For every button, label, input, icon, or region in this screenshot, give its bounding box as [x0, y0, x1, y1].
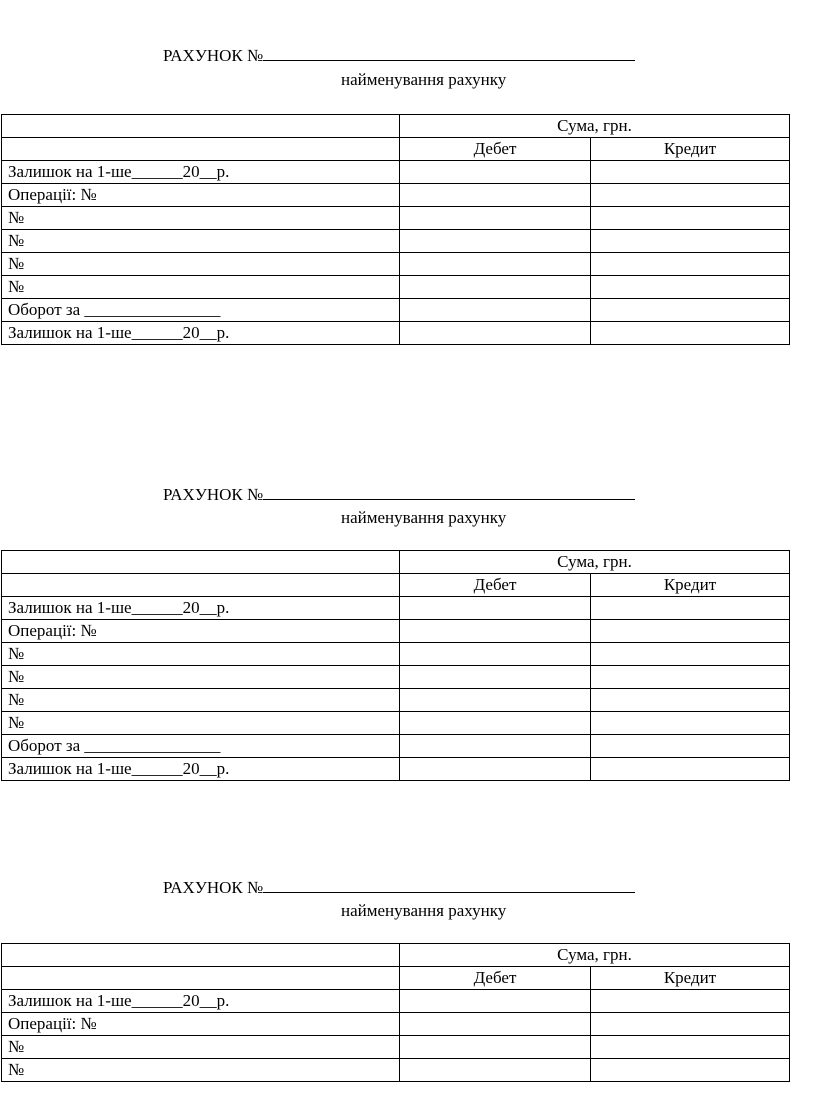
row-label: №	[2, 230, 400, 253]
debit-cell[interactable]	[400, 1059, 591, 1082]
table-row	[2, 184, 790, 207]
credit-cell[interactable]	[591, 689, 790, 712]
credit-cell[interactable]	[591, 207, 790, 230]
header-credit: Кредит	[591, 138, 790, 161]
form-subtitle-3: найменування рахунку	[341, 901, 507, 920]
credit-cell[interactable]	[591, 276, 790, 299]
table-row	[2, 322, 790, 345]
table-row	[2, 597, 790, 620]
debit-cell[interactable]	[400, 643, 591, 666]
header-empty-cell	[2, 967, 400, 990]
header-sum: Сума, грн.	[400, 551, 790, 574]
credit-cell[interactable]	[591, 161, 790, 184]
table-row	[2, 666, 790, 689]
debit-cell[interactable]	[400, 230, 591, 253]
table-row	[2, 735, 790, 758]
table-row	[2, 1036, 790, 1059]
header-debit: Дебет	[400, 574, 591, 597]
account-number-line[interactable]	[263, 484, 635, 500]
row-label: №	[2, 276, 400, 299]
row-label: Оборот за ________________	[2, 735, 400, 758]
debit-cell[interactable]	[400, 184, 591, 207]
table-header-row	[2, 115, 790, 138]
account-table-3	[1, 943, 790, 1082]
row-label: Операції: №	[2, 620, 400, 643]
table-row	[2, 689, 790, 712]
credit-cell[interactable]	[591, 322, 790, 345]
debit-cell[interactable]	[400, 1013, 591, 1036]
header-credit: Кредит	[591, 967, 790, 990]
credit-cell[interactable]	[591, 1013, 790, 1036]
table-row	[2, 643, 790, 666]
credit-cell[interactable]	[591, 299, 790, 322]
form-subtitle-2: найменування рахунку	[341, 508, 507, 527]
debit-cell[interactable]	[400, 735, 591, 758]
credit-cell[interactable]	[591, 758, 790, 781]
table-header-row	[2, 944, 790, 967]
header-empty-cell	[2, 138, 400, 161]
credit-cell[interactable]	[591, 735, 790, 758]
table-row	[2, 1013, 790, 1036]
table-row	[2, 230, 790, 253]
row-label: Залишок на 1-ше______20__р.	[2, 990, 400, 1013]
row-label: №	[2, 689, 400, 712]
debit-cell[interactable]	[400, 990, 591, 1013]
table-header-row	[2, 574, 790, 597]
form-title-3	[163, 877, 635, 898]
debit-cell[interactable]	[400, 666, 591, 689]
table-row	[2, 620, 790, 643]
header-sum: Сума, грн.	[400, 944, 790, 967]
credit-cell[interactable]	[591, 666, 790, 689]
header-debit: Дебет	[400, 138, 591, 161]
header-empty-cell	[2, 574, 400, 597]
row-label: Залишок на 1-ше______20__р.	[2, 322, 400, 345]
table-header-row	[2, 551, 790, 574]
header-credit: Кредит	[591, 574, 790, 597]
credit-cell[interactable]	[591, 712, 790, 735]
row-label: Залишок на 1-ше______20__р.	[2, 758, 400, 781]
row-label: Операції: №	[2, 1013, 400, 1036]
form-title-1	[163, 45, 635, 66]
form-title-2	[163, 484, 635, 505]
header-empty-cell	[2, 551, 400, 574]
credit-cell[interactable]	[591, 643, 790, 666]
credit-cell[interactable]	[591, 990, 790, 1013]
row-label: №	[2, 1036, 400, 1059]
debit-cell[interactable]	[400, 299, 591, 322]
row-label: №	[2, 666, 400, 689]
debit-cell[interactable]	[400, 597, 591, 620]
header-empty-cell	[2, 115, 400, 138]
debit-cell[interactable]	[400, 207, 591, 230]
debit-cell[interactable]	[400, 712, 591, 735]
debit-cell[interactable]	[400, 253, 591, 276]
debit-cell[interactable]	[400, 689, 591, 712]
table-row	[2, 1059, 790, 1082]
row-label: №	[2, 643, 400, 666]
form-title-text: РАХУНОК №	[163, 46, 264, 65]
row-label: Оборот за ________________	[2, 299, 400, 322]
credit-cell[interactable]	[591, 597, 790, 620]
table-row	[2, 276, 790, 299]
row-label: №	[2, 253, 400, 276]
form-title-text: РАХУНОК №	[163, 485, 264, 504]
account-number-line[interactable]	[263, 45, 635, 61]
debit-cell[interactable]	[400, 322, 591, 345]
debit-cell[interactable]	[400, 620, 591, 643]
credit-cell[interactable]	[591, 1036, 790, 1059]
credit-cell[interactable]	[591, 184, 790, 207]
credit-cell[interactable]	[591, 620, 790, 643]
row-label: Операції: №	[2, 184, 400, 207]
row-label: №	[2, 1059, 400, 1082]
table-header-row	[2, 967, 790, 990]
row-label: №	[2, 712, 400, 735]
table-header-row	[2, 138, 790, 161]
row-label: Залишок на 1-ше______20__р.	[2, 161, 400, 184]
form-title-text: РАХУНОК №	[163, 878, 264, 897]
account-table-2	[1, 550, 790, 781]
debit-cell[interactable]	[400, 161, 591, 184]
table-row	[2, 299, 790, 322]
debit-cell[interactable]	[400, 276, 591, 299]
debit-cell[interactable]	[400, 1036, 591, 1059]
row-label: №	[2, 207, 400, 230]
credit-cell[interactable]	[591, 1059, 790, 1082]
table-row	[2, 758, 790, 781]
debit-cell[interactable]	[400, 758, 591, 781]
table-row	[2, 990, 790, 1013]
table-row	[2, 712, 790, 735]
table-row	[2, 161, 790, 184]
table-row	[2, 253, 790, 276]
credit-cell[interactable]	[591, 253, 790, 276]
header-sum: Сума, грн.	[400, 115, 790, 138]
credit-cell[interactable]	[591, 230, 790, 253]
header-debit: Дебет	[400, 967, 591, 990]
table-row	[2, 207, 790, 230]
account-table-1	[1, 114, 790, 345]
form-subtitle-1: найменування рахунку	[341, 70, 507, 89]
account-number-line[interactable]	[263, 877, 635, 893]
header-empty-cell	[2, 944, 400, 967]
row-label: Залишок на 1-ше______20__р.	[2, 597, 400, 620]
